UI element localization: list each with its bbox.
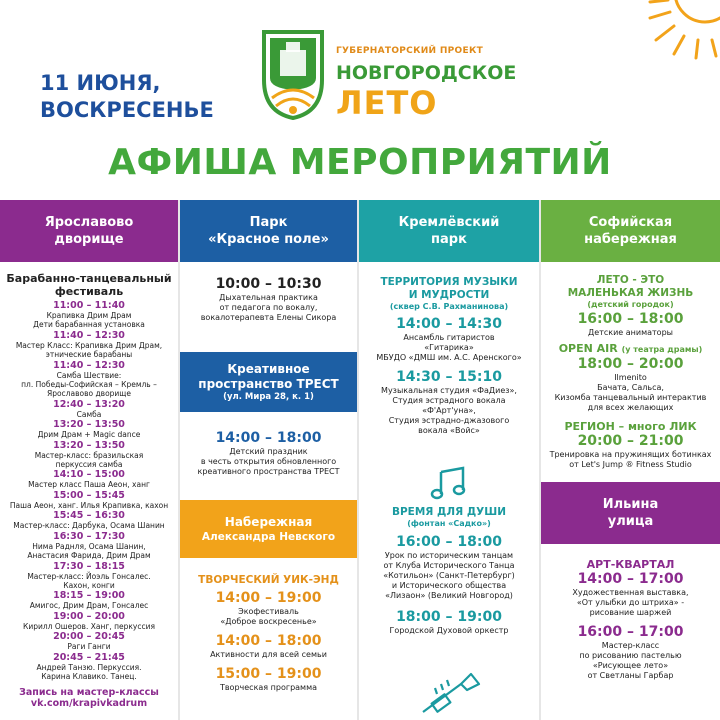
column-header-ilina-street bbox=[541, 482, 720, 544]
section-header-embankment bbox=[180, 500, 357, 558]
festival-item-time: 20:00 – 20:45 bbox=[53, 631, 125, 643]
column-yaroslavovo bbox=[0, 200, 178, 720]
event-desc: Кизомба танцевальный интерактив bbox=[554, 393, 707, 402]
header-line: Александра Невского bbox=[201, 530, 336, 543]
festival-item-time: 20:45 – 21:45 bbox=[53, 651, 125, 663]
festival-item-time: 11:40 – 12:30 bbox=[53, 359, 125, 371]
event-date bbox=[40, 70, 214, 124]
header-line: Ильина bbox=[602, 497, 659, 512]
music-territory bbox=[359, 276, 539, 436]
event-desc: Детские аниматоры bbox=[588, 328, 673, 337]
header-line: Кремлёвский bbox=[398, 215, 500, 230]
event-desc: Тренировка на пружинящих ботинках bbox=[549, 450, 712, 459]
festival-item-time: 18:15 – 19:00 bbox=[53, 590, 125, 602]
festival-item-desc: Самба bbox=[76, 409, 102, 419]
header-line: Ярославово bbox=[44, 215, 134, 230]
section-note: (сквер С.В. Рахманинова) bbox=[389, 302, 509, 311]
festival-item-time: 11:40 – 12:30 bbox=[53, 329, 125, 341]
header-line: набережная bbox=[584, 232, 677, 247]
festival-item-desc: Кирилл Ошеров. Ханг, перкуссия bbox=[23, 621, 155, 631]
section-title: РЕГИОН – много ЛИК bbox=[564, 420, 697, 433]
logo-line-2: ЛЕТО bbox=[336, 84, 438, 122]
logo-line-1: НОВГОРОДСКОЕ bbox=[336, 62, 517, 84]
event-desc: «Гитарика» bbox=[424, 343, 474, 352]
event-time: 18:00 – 20:00 bbox=[577, 356, 684, 372]
header-line: «Красное поле» bbox=[208, 232, 329, 247]
event-desc: от Let's Jump ® Fitness Studio bbox=[569, 460, 692, 469]
festival-item-desc: этнические барабаны bbox=[45, 350, 133, 360]
event-trest-opening bbox=[180, 430, 357, 477]
column-header-yaroslavovo bbox=[0, 200, 178, 262]
logo-subtitle: ГУБЕРНАТОРСКИЙ ПРОЕКТ bbox=[336, 46, 484, 56]
event-time: 20:00 – 21:00 bbox=[577, 433, 684, 449]
event-time: 16:00 – 18:00 bbox=[396, 534, 502, 550]
event-desc: Урок по историческим танцам bbox=[384, 551, 514, 560]
project-logo bbox=[258, 28, 517, 123]
festival-item-desc: Дрим Драм + Magic dance bbox=[37, 430, 141, 440]
festival-item-time: 13:20 – 13:50 bbox=[53, 439, 125, 451]
section-header-trest bbox=[180, 352, 357, 412]
event-desc: Дыхательная практика bbox=[219, 293, 318, 302]
header-line: улица bbox=[607, 514, 654, 529]
section-title: АРТ-КВАРТАЛ bbox=[586, 558, 675, 571]
festival-item-desc: Самба Шествие: bbox=[56, 370, 122, 380]
event-desc: Ансамбль гитаристов bbox=[403, 333, 495, 342]
header-line: пространство ТРЕСТ bbox=[198, 376, 339, 391]
event-desc: «Лизаон» (Великий Новгород) bbox=[385, 591, 513, 600]
event-time: 14:00 – 14:30 bbox=[396, 316, 502, 332]
festival-item-desc: перкуссия самба bbox=[55, 460, 123, 470]
header-line: Парк bbox=[249, 215, 288, 230]
event-desc: Студия эстрадно-джазового bbox=[388, 416, 510, 425]
event-time: 15:00 – 19:00 bbox=[215, 666, 322, 682]
event-time: 10:00 – 10:30 bbox=[215, 276, 322, 292]
event-desc: Художественная выставка, bbox=[572, 588, 689, 597]
event-desc: в честь открытия обновленного bbox=[200, 457, 337, 466]
event-desc: креативного пространства ТРЕСТ bbox=[197, 467, 340, 476]
festival-item-desc: Амигос, Дрим Драм, Гонсалес bbox=[29, 601, 149, 611]
festival-item-desc: Мастер-класс: Йоэль Гонсалес. bbox=[27, 571, 151, 581]
header-line: Софийская bbox=[588, 215, 673, 230]
event-time: 14:00 – 18:00 bbox=[215, 633, 322, 649]
open-air-label: OPEN AIR bbox=[558, 342, 618, 355]
event-desc: от педагога по вокалу, bbox=[219, 303, 318, 312]
event-desc: Бачата, Сальса, bbox=[597, 383, 664, 392]
event-desc: вокала «Войс» bbox=[418, 426, 480, 435]
event-time: 18:00 – 19:00 bbox=[396, 609, 502, 625]
event-time: 14:00 – 17:00 bbox=[577, 571, 684, 587]
festival-item-desc: Мастер класс Паша Аеон, ханг bbox=[28, 480, 150, 490]
event-desc: вокалотерапевта Елены Сикора bbox=[200, 313, 337, 322]
region-many-faces bbox=[541, 420, 720, 470]
event-time: 14:00 – 19:00 bbox=[215, 590, 322, 606]
event-desc: Мастер-класс bbox=[601, 641, 660, 650]
header-line: (ул. Мира 28, к. 1) bbox=[223, 391, 314, 402]
festival-item-desc: Нима Раднля, Осама Шанин, bbox=[32, 541, 146, 551]
festival-item-time: 15:45 – 16:30 bbox=[53, 510, 125, 522]
festival-title bbox=[0, 272, 178, 298]
weekend-title: ТВОРЧЕСКИЙ УИК-ЭНД bbox=[198, 574, 339, 586]
event-time: 14:00 – 18:00 bbox=[215, 430, 322, 446]
event-desc: «Доброе воскресенье» bbox=[220, 617, 317, 626]
section-note: (детский городок) bbox=[587, 300, 674, 309]
event-desc: по рисованию пастелью bbox=[579, 651, 682, 660]
festival-item-desc: Кахон, конги bbox=[63, 580, 115, 590]
signup-link[interactable]: vk.com/krapivkadrum bbox=[30, 698, 148, 710]
festival-item-time: 11:00 – 11:40 bbox=[53, 300, 125, 311]
section-title bbox=[541, 342, 720, 356]
festival-item-time: 13:20 – 13:50 bbox=[53, 419, 125, 431]
event-desc: МБУДО «ДМШ им. А.С. Аренского» bbox=[376, 353, 522, 362]
festival-item-desc: Ярославово дворище bbox=[47, 389, 131, 399]
event-desc: Ilmenito bbox=[614, 373, 647, 382]
open-air bbox=[541, 342, 720, 413]
page-title: АФИША МЕРОПРИЯТИЙ bbox=[108, 142, 612, 183]
festival-item-time: 16:30 – 17:30 bbox=[53, 530, 125, 542]
music-note-icon bbox=[429, 466, 469, 500]
event-time: 16:00 – 18:00 bbox=[577, 311, 684, 327]
event-desc: «Ф'Арт'уна», bbox=[422, 406, 476, 415]
event-desc: «Котильон» (Санкт-Петербург) bbox=[383, 571, 515, 580]
creative-weekend bbox=[180, 574, 357, 693]
kids-town bbox=[541, 274, 720, 338]
festival-item-desc: Раги Ганги bbox=[67, 642, 111, 652]
event-desc: Активности для всей семьи bbox=[210, 650, 327, 659]
festival-item-time: 19:00 – 20:00 bbox=[53, 610, 125, 622]
festival-item-desc: Дети барабанная установка bbox=[33, 320, 145, 330]
event-desc: Музыкальная студия «ФаДиез», bbox=[381, 386, 517, 395]
festival-title-line: фестиваль bbox=[54, 285, 124, 298]
section-title: МАЛЕНЬКАЯ ЖИЗНЬ bbox=[567, 287, 694, 299]
column-krasnoe-pole bbox=[180, 200, 357, 720]
column-sofia-embankment bbox=[541, 200, 720, 720]
column-kremlin-park bbox=[359, 200, 539, 720]
logo-emblem-icon bbox=[258, 28, 328, 120]
art-quarter bbox=[541, 558, 720, 681]
festival-item-desc: Анастасия Фарида, Дрим Драм bbox=[27, 551, 151, 561]
festival-schedule bbox=[0, 300, 178, 709]
trumpet-icon bbox=[419, 672, 481, 718]
event-desc: Городской Духовой оркестр bbox=[389, 626, 509, 635]
event-desc: и Исторического общества bbox=[391, 581, 507, 590]
festival-item-desc: Мастер-класс: бразильская bbox=[34, 450, 144, 460]
column-header-krasnoe-pole bbox=[180, 200, 357, 262]
festival-item-desc: Карина Клавико. Танец. bbox=[41, 671, 137, 681]
column-header-sofia-embankment bbox=[541, 200, 720, 262]
event-desc: «Рисующее лето» bbox=[592, 661, 669, 670]
festival-item-time: 12:40 – 13:20 bbox=[53, 398, 125, 410]
event-desc: Творческая программа bbox=[219, 683, 318, 692]
festival-item-desc: Мастер Класс: Крапивка Дрим Драм, bbox=[15, 340, 163, 350]
event-desc: для всех желающих bbox=[587, 403, 674, 412]
festival-item-desc: Андрей Танзю. Перкуссия. bbox=[36, 662, 142, 672]
header-line: парк bbox=[431, 232, 467, 247]
section-note: (фонтан «Садко») bbox=[407, 519, 491, 528]
event-desc: от Клуба Исторического Танца bbox=[383, 561, 515, 570]
event-desc: Экофестиваль bbox=[238, 607, 299, 616]
event-desc: Детский праздник bbox=[229, 447, 308, 456]
festival-item-time: 15:00 – 15:45 bbox=[53, 489, 125, 501]
sun-icon bbox=[610, 0, 720, 60]
festival-item-time: 17:30 – 18:15 bbox=[53, 560, 125, 572]
section-note: (у театра драмы) bbox=[621, 345, 703, 354]
festival-title-line: Барабанно-танцевальный bbox=[6, 272, 172, 285]
date-line-1: 11 ИЮНЯ, bbox=[40, 71, 161, 95]
festival-item-desc: Паша Аеон, ханг. Илья Крапивка, кахон bbox=[9, 500, 169, 510]
event-desc: от Светланы Гарбар bbox=[587, 671, 674, 680]
event-breathing bbox=[180, 276, 357, 323]
event-desc: рисование шаржей bbox=[589, 608, 672, 617]
event-desc: Студия эстрадного вокала bbox=[392, 396, 506, 405]
section-title: ТЕРРИТОРИЯ МУЗЫКИ bbox=[380, 276, 518, 288]
column-header-kremlin-park bbox=[359, 200, 539, 262]
header-line: Набережная bbox=[224, 514, 313, 529]
date-line-2: ВОСКРЕСЕНЬЕ bbox=[40, 98, 214, 122]
event-time: 16:00 – 17:00 bbox=[577, 624, 684, 640]
festival-item-time: 14:10 – 15:00 bbox=[53, 469, 125, 481]
event-desc: «От улыбки до штриха» - bbox=[576, 598, 685, 607]
event-time: 14:30 – 15:10 bbox=[396, 369, 502, 385]
section-title: ЛЕТО - ЭТО bbox=[596, 274, 665, 286]
signup-label: Запись на мастер-классы bbox=[19, 687, 159, 699]
time-for-soul bbox=[359, 506, 539, 636]
section-title: ВРЕМЯ ДЛЯ ДУШИ bbox=[391, 506, 507, 518]
festival-item-desc: Мастер-класс: Дарбука, Осама Шанин bbox=[13, 521, 165, 531]
header-line: Креативное bbox=[227, 361, 310, 376]
festival-item-desc: пл. Победы-Софийская – Кремль – bbox=[21, 380, 157, 390]
section-title: И МУДРОСТИ bbox=[408, 289, 490, 301]
festival-item-desc: Крапивка Дрим Драм bbox=[46, 311, 132, 320]
header-line: дворище bbox=[54, 232, 124, 247]
